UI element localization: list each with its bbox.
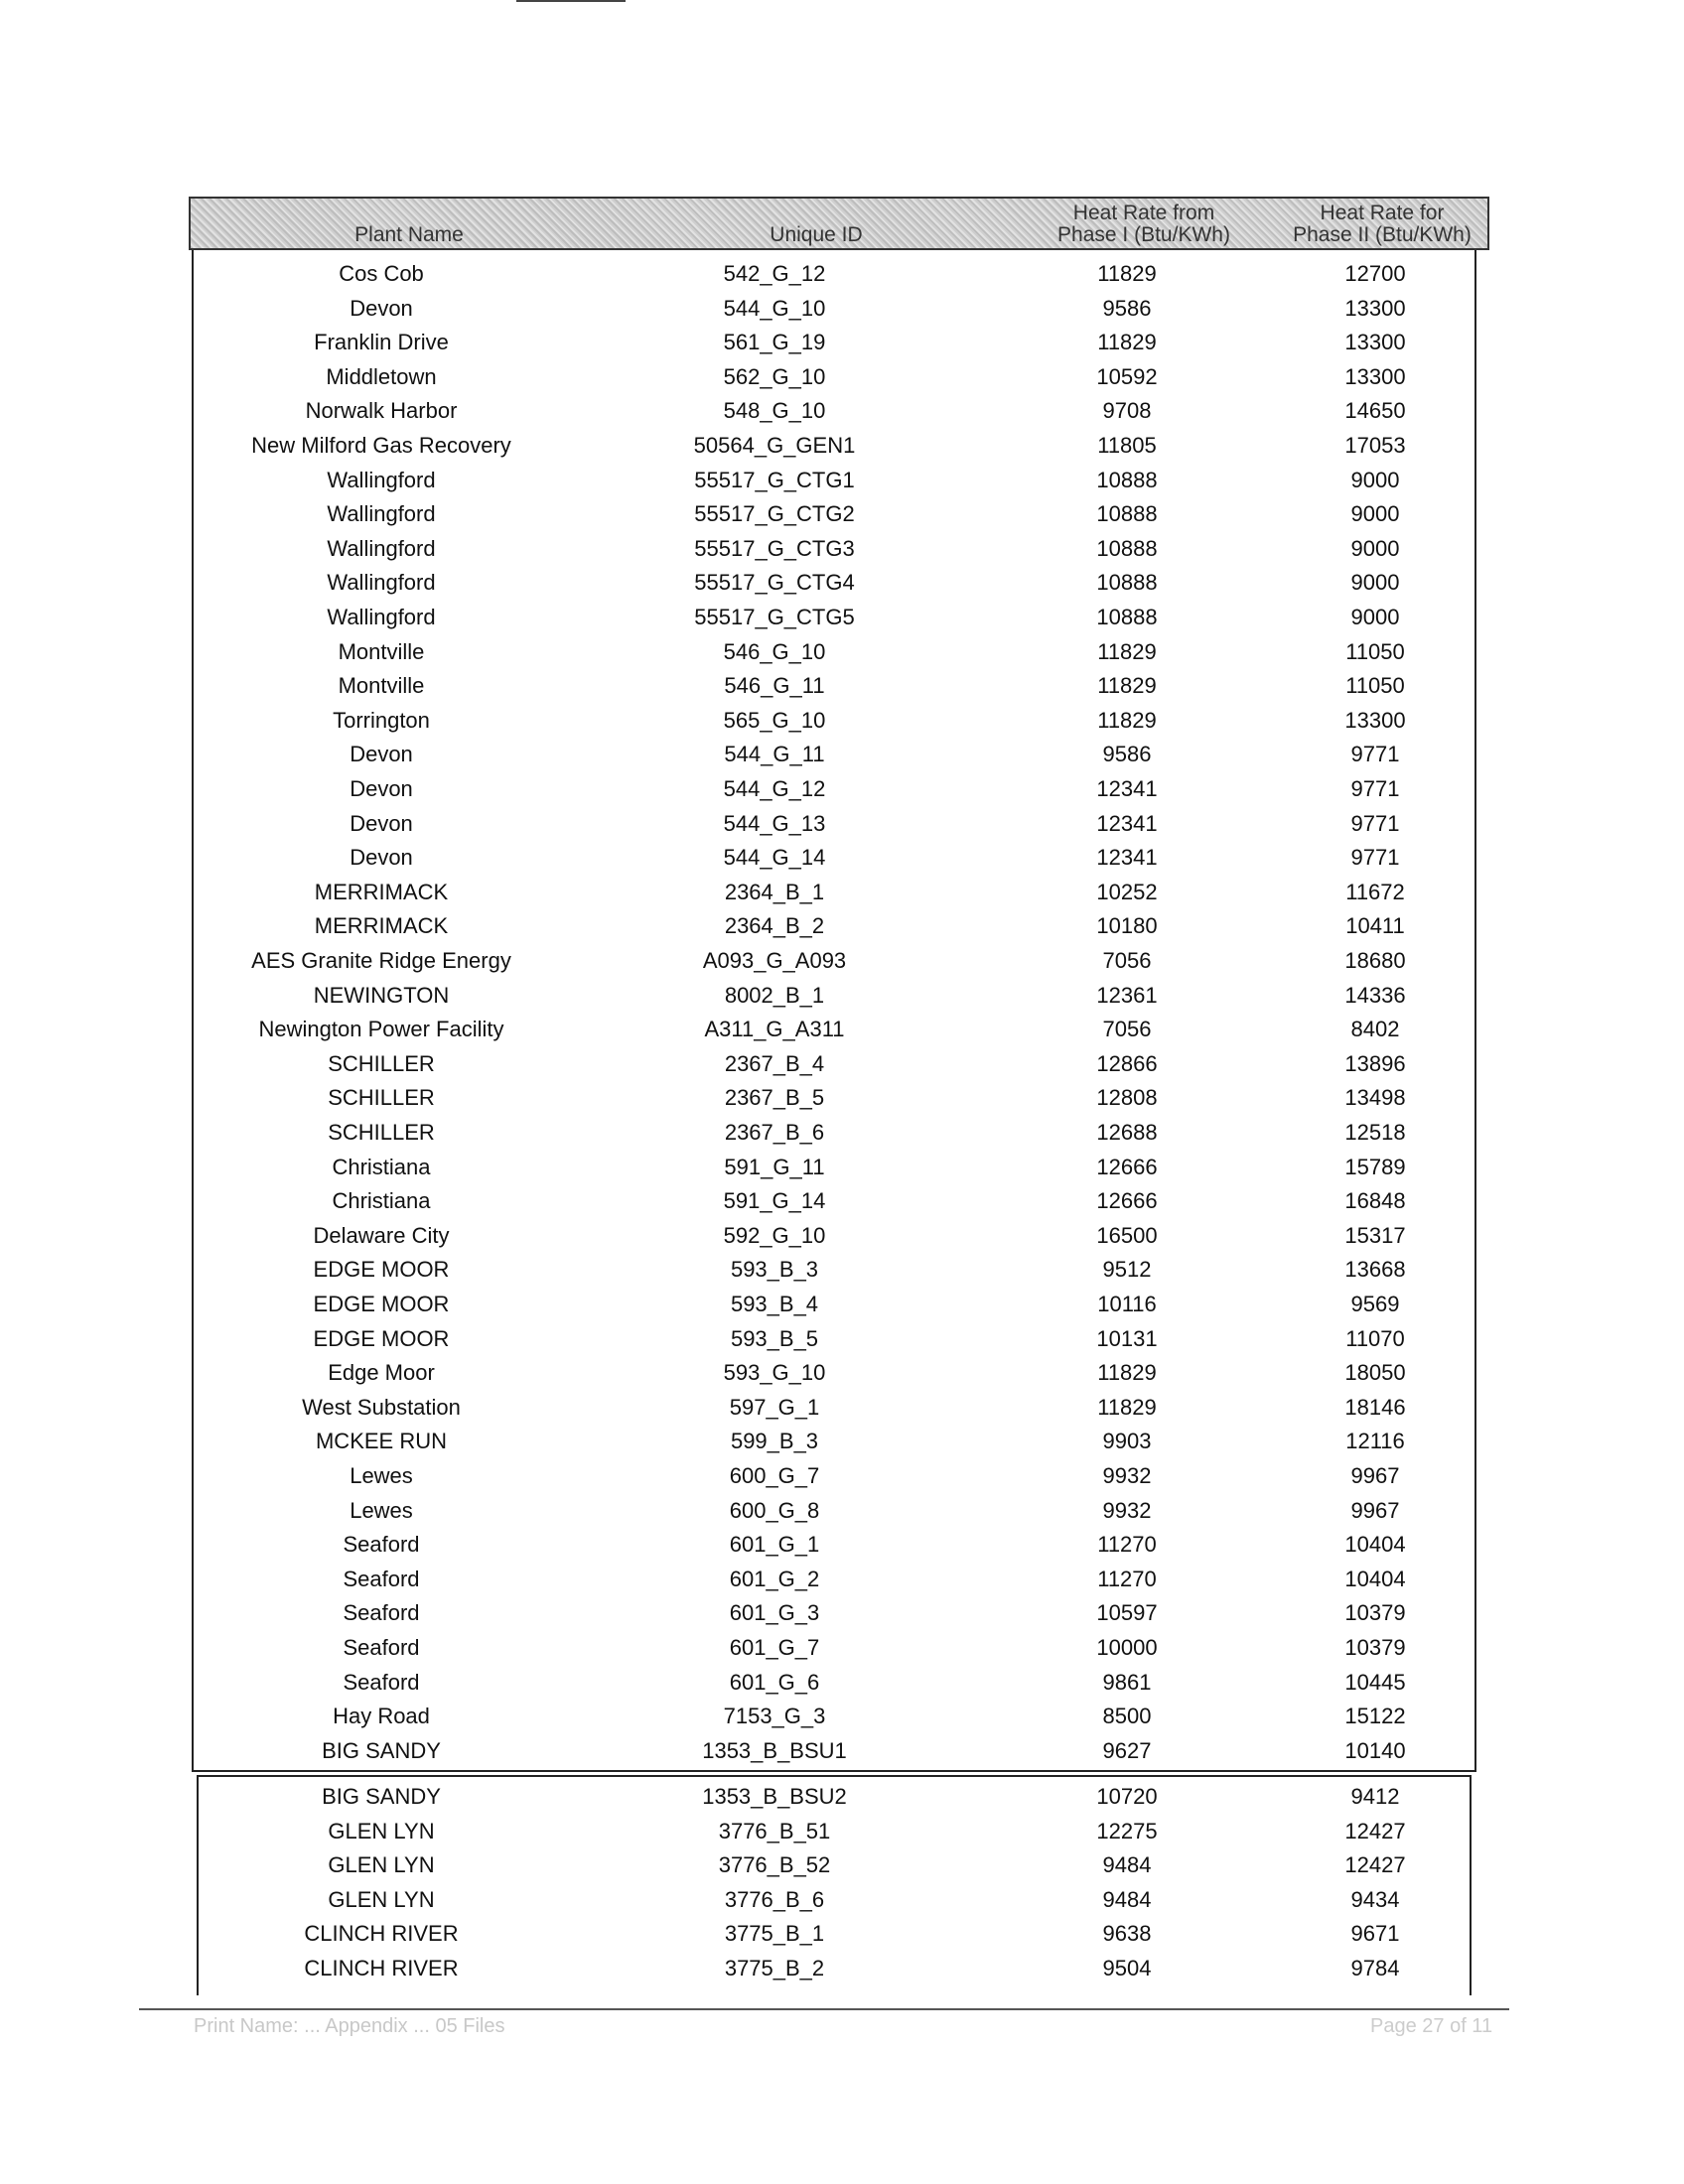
unique-id-cell: 2364_B_1: [724, 879, 825, 904]
table-row: [0, 708, 1684, 738]
phase2-heat-rate-cell: 12700: [1344, 261, 1406, 286]
phase1-heat-rate-cell: 12808: [1096, 1085, 1158, 1111]
plant-name-cell: AES Granite Ridge Energy: [251, 948, 511, 973]
unique-id-cell: 593_B_5: [730, 1325, 819, 1351]
unique-id-cell: 597_G_1: [729, 1394, 820, 1420]
header-unique-id-label: Unique ID: [770, 223, 863, 246]
phase1-heat-rate-cell: 10888: [1096, 570, 1158, 596]
header-phase2-line1: Heat Rate for: [1320, 202, 1445, 224]
unique-id-cell: 1353_B_BSU1: [702, 1737, 847, 1763]
table-row: [0, 1085, 1684, 1115]
phase2-heat-rate-cell: 9771: [1350, 742, 1400, 767]
table-row: [0, 501, 1684, 531]
phase1-heat-rate-cell: 12341: [1096, 810, 1158, 836]
plant-name-cell: EDGE MOOR: [313, 1257, 450, 1283]
unique-id-cell: 8002_B_1: [724, 982, 825, 1008]
table-row: [0, 1395, 1684, 1425]
phase1-heat-rate-cell: 9627: [1102, 1737, 1152, 1763]
phase2-heat-rate-cell: 15317: [1344, 1222, 1406, 1248]
unique-id-cell: A093_G_A093: [702, 948, 847, 973]
phase2-heat-rate-cell: 9569: [1350, 1292, 1400, 1316]
phase2-heat-rate-cell: 13668: [1344, 1257, 1406, 1283]
phase1-heat-rate-cell: 10888: [1096, 467, 1158, 492]
plant-name-cell: New Milford Gas Recovery: [251, 433, 511, 458]
unique-id-cell: 562_G_10: [723, 363, 826, 389]
table-row: [0, 1887, 1684, 1917]
table-row: [0, 948, 1684, 978]
plant-name-cell: Devon: [350, 742, 413, 767]
header-unique-id: [667, 199, 965, 248]
phase2-heat-rate-cell: 10404: [1344, 1566, 1406, 1591]
table-row: [0, 1498, 1684, 1528]
phase2-heat-rate-cell: 13300: [1344, 707, 1406, 733]
table-row: [0, 845, 1684, 875]
phase1-heat-rate-cell: 9586: [1102, 295, 1152, 321]
unique-id-cell: 593_B_3: [730, 1257, 819, 1283]
unique-id-cell: 548_G_10: [723, 398, 826, 424]
plant-name-cell: Seaford: [343, 1532, 420, 1558]
plant-name-cell: Seaford: [343, 1635, 420, 1660]
phase2-heat-rate-cell: 16848: [1344, 1188, 1406, 1214]
table-row: [0, 1257, 1684, 1287]
unique-id-cell: 1353_B_BSU2: [702, 1784, 847, 1809]
plant-name-cell: GLEN LYN: [328, 1886, 435, 1912]
phase2-heat-rate-cell: 10379: [1344, 1635, 1406, 1660]
table-row: [0, 433, 1684, 463]
plant-name-cell: GLEN LYN: [328, 1852, 435, 1878]
phase2-heat-rate-cell: 10140: [1344, 1737, 1406, 1763]
plant-name-cell: MERRIMACK: [314, 913, 449, 939]
table-row: [0, 1017, 1684, 1046]
plant-name-cell: SCHILLER: [328, 1120, 435, 1145]
unique-id-cell: 7153_G_3: [723, 1704, 826, 1729]
phase2-heat-rate-cell: 9967: [1350, 1497, 1400, 1523]
phase2-heat-rate-cell: 15789: [1344, 1154, 1406, 1179]
plant-name-cell: NEWINGTON: [313, 982, 450, 1008]
plant-name-cell: Montville: [338, 638, 425, 664]
phase2-heat-rate-cell: 9000: [1350, 605, 1400, 629]
header-plant-name-label: Plant Name: [354, 223, 464, 246]
plant-name-cell: Devon: [350, 295, 413, 321]
plant-name-cell: Middletown: [326, 363, 437, 389]
phase2-heat-rate-cell: 14336: [1344, 982, 1406, 1008]
table-row: [0, 1223, 1684, 1253]
phase1-heat-rate-cell: 9861: [1102, 1669, 1152, 1695]
unique-id-cell: 542_G_12: [723, 261, 826, 286]
phase2-heat-rate-cell: 11070: [1345, 1325, 1405, 1351]
table-row: [0, 1155, 1684, 1184]
phase1-heat-rate-cell: 12275: [1096, 1818, 1158, 1843]
table-row: [0, 1956, 1684, 1985]
unique-id-cell: 591_G_14: [723, 1188, 826, 1214]
table-row: [0, 639, 1684, 669]
plant-name-cell: Devon: [350, 810, 413, 836]
unique-id-cell: 2364_B_2: [724, 913, 825, 939]
unique-id-cell: 601_G_7: [729, 1635, 820, 1660]
phase1-heat-rate-cell: 12666: [1096, 1188, 1158, 1214]
phase2-heat-rate-cell: 13896: [1344, 1050, 1406, 1076]
footer-page-number: Page 27 of 11: [1370, 2015, 1493, 2037]
table-row: [0, 296, 1684, 326]
table-row: [0, 1292, 1684, 1321]
phase2-heat-rate-cell: 9967: [1350, 1463, 1400, 1488]
phase2-heat-rate-cell: 10404: [1344, 1532, 1406, 1558]
phase2-heat-rate-cell: 14650: [1344, 398, 1406, 424]
plant-name-cell: Devon: [350, 776, 413, 801]
plant-name-cell: Wallingford: [327, 467, 436, 492]
plant-name-cell: BIG SANDY: [322, 1784, 441, 1809]
phase2-heat-rate-cell: 9000: [1350, 570, 1400, 596]
unique-id-cell: 592_G_10: [723, 1222, 826, 1248]
phase1-heat-rate-cell: 11829: [1097, 1394, 1157, 1420]
phase2-heat-rate-cell: 10445: [1344, 1669, 1406, 1695]
plant-name-cell: Franklin Drive: [314, 330, 449, 355]
table-header: [189, 197, 1489, 250]
table-row: [0, 1360, 1684, 1390]
phase2-heat-rate-cell: 13300: [1344, 295, 1406, 321]
top-rule: [516, 0, 626, 2]
plant-name-cell: GLEN LYN: [328, 1818, 435, 1843]
table-row: [0, 261, 1684, 291]
plant-name-cell: Edge Moor: [328, 1360, 435, 1386]
phase2-heat-rate-cell: 13300: [1344, 363, 1406, 389]
phase1-heat-rate-cell: 9708: [1102, 398, 1152, 424]
phase2-heat-rate-cell: 9000: [1350, 467, 1400, 492]
table-row: [0, 1852, 1684, 1882]
unique-id-cell: 593_G_10: [723, 1360, 826, 1386]
unique-id-cell: 55517_G_CTG5: [694, 605, 855, 629]
table-row: [0, 1120, 1684, 1150]
unique-id-cell: 601_G_1: [729, 1532, 820, 1558]
phase1-heat-rate-cell: 11829: [1097, 638, 1157, 664]
phase1-heat-rate-cell: 10592: [1096, 363, 1158, 389]
header-phase2-heat-rate: [1263, 199, 1501, 248]
table-row: [0, 1567, 1684, 1596]
footer-left-text: Print Name: ... Appendix ... 05 Files: [194, 2015, 505, 2037]
phase1-heat-rate-cell: 12341: [1096, 776, 1158, 801]
unique-id-cell: 3775_B_2: [724, 1956, 825, 1980]
header-plant-name: [260, 199, 558, 248]
table-row: [0, 1921, 1684, 1951]
plant-name-cell: Montville: [338, 673, 425, 699]
phase2-heat-rate-cell: 9771: [1350, 776, 1400, 801]
unique-id-cell: 546_G_11: [724, 673, 825, 699]
phase1-heat-rate-cell: 11829: [1097, 673, 1157, 699]
table-row: [0, 1600, 1684, 1630]
plant-name-cell: Lewes: [350, 1497, 413, 1523]
phase1-heat-rate-cell: 9638: [1102, 1921, 1152, 1947]
plant-name-cell: BIG SANDY: [322, 1737, 441, 1763]
phase1-heat-rate-cell: 11805: [1097, 433, 1157, 458]
table-row: [0, 570, 1684, 600]
phase1-heat-rate-cell: 12361: [1096, 982, 1158, 1008]
phase1-heat-rate-cell: 10180: [1096, 913, 1158, 939]
table-row: [0, 742, 1684, 771]
plant-name-cell: MCKEE RUN: [315, 1429, 447, 1454]
phase1-heat-rate-cell: 10888: [1096, 605, 1158, 629]
plant-name-cell: Christiana: [332, 1188, 431, 1214]
unique-id-cell: 544_G_10: [723, 295, 826, 321]
phase2-heat-rate-cell: 8402: [1350, 1017, 1400, 1042]
phase2-heat-rate-cell: 9000: [1350, 535, 1400, 561]
phase1-heat-rate-cell: 10116: [1097, 1292, 1157, 1316]
phase1-heat-rate-cell: 11270: [1097, 1566, 1157, 1591]
unique-id-cell: 3776_B_51: [718, 1818, 831, 1843]
unique-id-cell: 55517_G_CTG2: [694, 501, 855, 527]
footer-rule: [139, 2008, 1509, 2010]
unique-id-cell: 600_G_8: [729, 1497, 820, 1523]
phase1-heat-rate-cell: 11829: [1097, 261, 1157, 286]
phase1-heat-rate-cell: 9484: [1102, 1852, 1152, 1878]
table-row: [0, 364, 1684, 394]
phase1-heat-rate-cell: 8500: [1102, 1704, 1152, 1729]
phase1-heat-rate-cell: 7056: [1102, 1017, 1152, 1042]
phase1-heat-rate-cell: 10000: [1096, 1635, 1158, 1660]
phase1-heat-rate-cell: 12341: [1096, 845, 1158, 871]
unique-id-cell: 55517_G_CTG3: [694, 535, 855, 561]
plant-name-cell: CLINCH RIVER: [304, 1921, 459, 1947]
phase2-heat-rate-cell: 9771: [1350, 845, 1400, 871]
plant-name-cell: Devon: [350, 845, 413, 871]
phase1-heat-rate-cell: 9932: [1102, 1497, 1152, 1523]
unique-id-cell: 2367_B_4: [724, 1050, 825, 1076]
plant-name-cell: Cos Cob: [339, 261, 424, 286]
plant-name-cell: Wallingford: [327, 535, 436, 561]
phase2-heat-rate-cell: 13498: [1344, 1085, 1406, 1111]
plant-name-cell: Seaford: [343, 1669, 420, 1695]
phase2-heat-rate-cell: 9784: [1350, 1956, 1400, 1980]
phase2-heat-rate-cell: 11672: [1345, 879, 1405, 904]
phase1-heat-rate-cell: 10720: [1096, 1784, 1158, 1809]
plant-name-cell: EDGE MOOR: [313, 1325, 450, 1351]
phase2-heat-rate-cell: 12518: [1344, 1120, 1406, 1145]
unique-id-cell: 3775_B_1: [724, 1921, 825, 1947]
table-row: [0, 1635, 1684, 1665]
phase2-heat-rate-cell: 10411: [1345, 913, 1405, 939]
unique-id-cell: 599_B_3: [730, 1429, 819, 1454]
phase2-heat-rate-cell: 11050: [1345, 673, 1405, 699]
unique-id-cell: 50564_G_GEN1: [693, 433, 856, 458]
plant-name-cell: Wallingford: [327, 605, 436, 629]
plant-name-cell: SCHILLER: [328, 1085, 435, 1111]
plant-name-cell: Norwalk Harbor: [305, 398, 458, 424]
unique-id-cell: 544_G_13: [723, 810, 826, 836]
unique-id-cell: A311_G_A311: [704, 1017, 845, 1042]
unique-id-cell: 544_G_12: [723, 776, 826, 801]
table-row: [0, 913, 1684, 943]
plant-name-cell: Hay Road: [333, 1704, 430, 1729]
phase1-heat-rate-cell: 7056: [1102, 948, 1152, 973]
phase2-heat-rate-cell: 17053: [1344, 433, 1406, 458]
table-row: [0, 880, 1684, 909]
unique-id-cell: 601_G_2: [729, 1566, 820, 1591]
plant-name-cell: EDGE MOOR: [313, 1292, 450, 1316]
unique-id-cell: 601_G_3: [729, 1600, 820, 1626]
phase1-heat-rate-cell: 10252: [1096, 879, 1158, 904]
phase1-heat-rate-cell: 10597: [1096, 1600, 1158, 1626]
plant-name-cell: Wallingford: [327, 501, 436, 527]
unique-id-cell: 600_G_7: [729, 1463, 820, 1488]
phase2-heat-rate-cell: 12427: [1344, 1852, 1406, 1878]
plant-name-cell: SCHILLER: [328, 1050, 435, 1076]
phase2-heat-rate-cell: 12427: [1344, 1818, 1406, 1843]
plant-name-cell: CLINCH RIVER: [304, 1956, 459, 1980]
phase1-heat-rate-cell: 11829: [1097, 1360, 1157, 1386]
phase2-heat-rate-cell: 18050: [1344, 1360, 1406, 1386]
phase2-heat-rate-cell: 9671: [1350, 1921, 1400, 1947]
table-row: [0, 1188, 1684, 1218]
phase1-heat-rate-cell: 11270: [1097, 1532, 1157, 1558]
unique-id-cell: 3776_B_6: [724, 1886, 825, 1912]
plant-name-cell: Newington Power Facility: [258, 1017, 504, 1042]
plant-name-cell: Seaford: [343, 1600, 420, 1626]
table-row: [0, 468, 1684, 497]
phase1-heat-rate-cell: 9512: [1102, 1257, 1152, 1283]
unique-id-cell: 2367_B_5: [724, 1085, 825, 1111]
phase1-heat-rate-cell: 9586: [1102, 742, 1152, 767]
plant-name-cell: Torrington: [333, 707, 430, 733]
header-phase1-line1: Heat Rate from: [1072, 202, 1215, 224]
phase1-heat-rate-cell: 10888: [1096, 501, 1158, 527]
unique-id-cell: 565_G_10: [723, 707, 826, 733]
unique-id-cell: 546_G_10: [723, 638, 826, 664]
table-row: [0, 398, 1684, 428]
table-row: [0, 1670, 1684, 1700]
phase2-heat-rate-cell: 13300: [1344, 330, 1406, 355]
table-row: [0, 536, 1684, 566]
unique-id-cell: 591_G_11: [724, 1154, 825, 1179]
unique-id-cell: 593_B_4: [730, 1292, 819, 1316]
phase2-heat-rate-cell: 9412: [1350, 1784, 1400, 1809]
phase2-heat-rate-cell: 15122: [1344, 1704, 1406, 1729]
table-row: [0, 1738, 1684, 1768]
header-phase2-line2: Phase II (Btu/KWh): [1293, 223, 1472, 246]
phase2-heat-rate-cell: 18146: [1344, 1394, 1406, 1420]
phase1-heat-rate-cell: 12866: [1096, 1050, 1158, 1076]
table-row: [0, 605, 1684, 634]
phase1-heat-rate-cell: 10131: [1096, 1325, 1158, 1351]
unique-id-cell: 55517_G_CTG1: [694, 467, 855, 492]
plant-name-cell: Wallingford: [327, 570, 436, 596]
phase1-heat-rate-cell: 9932: [1102, 1463, 1152, 1488]
phase1-heat-rate-cell: 10888: [1096, 535, 1158, 561]
phase1-heat-rate-cell: 12688: [1096, 1120, 1158, 1145]
header-phase1-line2: Phase I (Btu/KWh): [1057, 223, 1230, 246]
phase2-heat-rate-cell: 18680: [1344, 948, 1406, 973]
plant-name-cell: Lewes: [350, 1463, 413, 1488]
table-row: [0, 1463, 1684, 1493]
unique-id-cell: 3776_B_52: [718, 1852, 831, 1878]
plant-name-cell: Christiana: [332, 1154, 431, 1179]
table-row: [0, 1051, 1684, 1081]
plant-name-cell: Delaware City: [313, 1222, 450, 1248]
table-row: [0, 811, 1684, 841]
phase2-heat-rate-cell: 9434: [1350, 1886, 1400, 1912]
plant-name-cell: Seaford: [343, 1566, 420, 1591]
table-row: [0, 776, 1684, 806]
table-row: [0, 1704, 1684, 1733]
phase2-heat-rate-cell: 9771: [1350, 810, 1400, 836]
table-row: [0, 1326, 1684, 1356]
table-row: [0, 673, 1684, 703]
phase1-heat-rate-cell: 9504: [1102, 1956, 1152, 1980]
table-row: [0, 1784, 1684, 1814]
phase1-heat-rate-cell: 11829: [1097, 330, 1157, 355]
phase1-heat-rate-cell: 9903: [1102, 1429, 1152, 1454]
phase1-heat-rate-cell: 16500: [1096, 1222, 1158, 1248]
phase1-heat-rate-cell: 9484: [1102, 1886, 1152, 1912]
phase2-heat-rate-cell: 11050: [1345, 638, 1405, 664]
table-row: [0, 1429, 1684, 1458]
table-row: [0, 983, 1684, 1013]
unique-id-cell: 544_G_11: [724, 742, 825, 767]
phase2-heat-rate-cell: 12116: [1345, 1429, 1405, 1454]
unique-id-cell: 544_G_14: [723, 845, 826, 871]
unique-id-cell: 55517_G_CTG4: [694, 570, 855, 596]
phase1-heat-rate-cell: 11829: [1097, 707, 1157, 733]
unique-id-cell: 2367_B_6: [724, 1120, 825, 1145]
table-row: [0, 1819, 1684, 1848]
phase2-heat-rate-cell: 9000: [1350, 501, 1400, 527]
plant-name-cell: MERRIMACK: [314, 879, 449, 904]
unique-id-cell: 561_G_19: [723, 330, 826, 355]
header-phase1-heat-rate: [995, 199, 1293, 248]
phase1-heat-rate-cell: 12666: [1096, 1154, 1158, 1179]
unique-id-cell: 601_G_6: [729, 1669, 820, 1695]
table-row: [0, 1532, 1684, 1562]
plant-name-cell: West Substation: [302, 1394, 461, 1420]
table-row: [0, 330, 1684, 359]
phase2-heat-rate-cell: 10379: [1344, 1600, 1406, 1626]
